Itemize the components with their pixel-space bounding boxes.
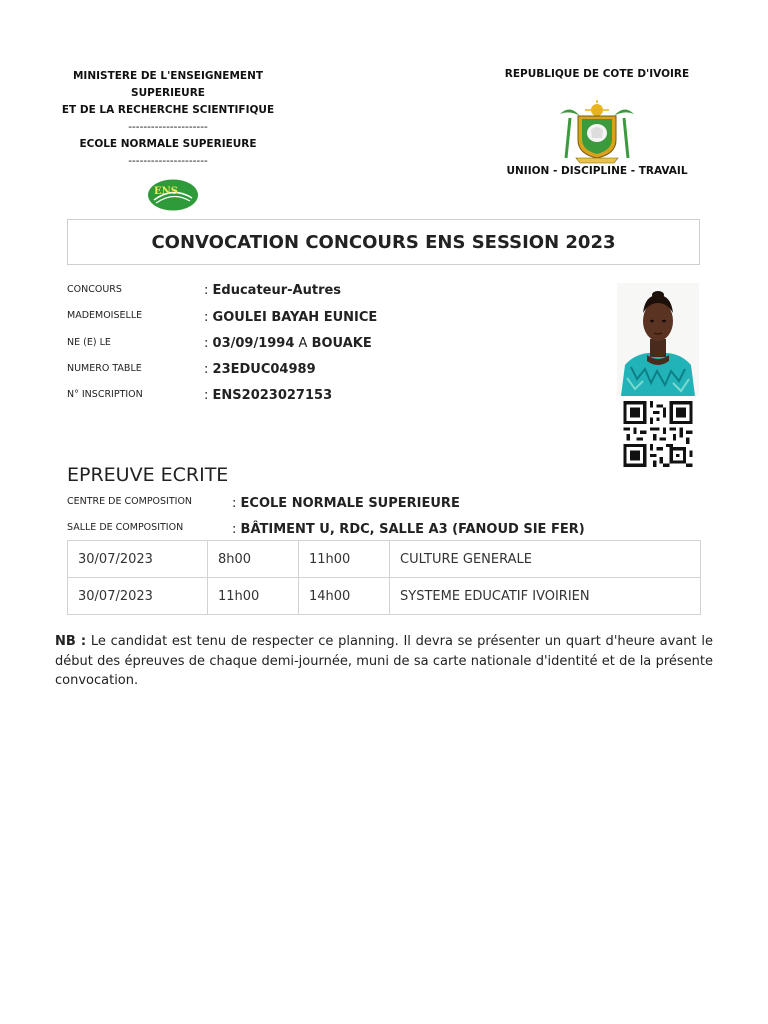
table-row: [68, 578, 701, 615]
exam-subject: CULTURE GENERALE: [390, 541, 701, 578]
section-title: EPREUVE ECRITE: [67, 464, 229, 486]
candidate-photo: [617, 283, 699, 396]
ministry-line3: ET DE LA RECHERCHE SCIENTIFIQUE: [61, 104, 275, 116]
birth-date: 03/09/1994: [212, 336, 295, 351]
salle-label: SALLE DE COMPOSITION: [67, 522, 184, 533]
coat-of-arms-icon: [558, 100, 636, 164]
ministry-header: [50, 68, 286, 170]
colon: :: [204, 310, 209, 325]
colon: :: [204, 283, 209, 298]
name-label: MADEMOISELLE: [67, 310, 143, 321]
birth-place: BOUAKE: [311, 336, 372, 351]
name-value-text: GOULEI BAYAH EUNICE: [212, 310, 378, 325]
national-motto: UNIION - DISCIPLINE - TRAVAIL: [506, 165, 688, 177]
exam-date: 30/07/2023: [68, 541, 208, 578]
table-number-text: 23EDUC04989: [212, 362, 316, 377]
colon: :: [204, 388, 209, 403]
document-title: [67, 219, 700, 265]
country-name: REPUBLIQUE DE COTE D'IVOIRE: [504, 68, 690, 80]
name-value: [204, 310, 377, 325]
centre-label: CENTRE DE COMPOSITION: [67, 496, 193, 507]
inscription-label: N° INSCRIPTION: [67, 389, 143, 400]
table-number-label: NUMERO TABLE: [67, 363, 142, 374]
inscription-text: ENS2023027153: [212, 388, 333, 403]
inscription-value: [204, 388, 332, 403]
centre-value: [232, 496, 460, 511]
document-title-text: CONVOCATION CONCOURS ENS SESSION 2023: [151, 231, 616, 253]
birth-at: A: [298, 336, 308, 351]
colon: :: [232, 522, 237, 537]
exam-end: 14h00: [299, 578, 390, 615]
school-name: ECOLE NORMALE SUPERIEURE: [79, 138, 257, 150]
note-paragraph: [55, 632, 713, 691]
colon: :: [232, 496, 237, 511]
salle-value: [232, 522, 585, 537]
qr-code-icon: [623, 401, 693, 467]
table-number-value: [204, 362, 316, 377]
ens-logo: [146, 178, 200, 212]
exam-subject: SYSTEME EDUCATIF IVOIRIEN: [390, 578, 701, 615]
concours-value-text: Educateur-Autres: [212, 283, 342, 298]
ministry-line2: SUPERIEURE: [131, 87, 205, 99]
concours-label: CONCOURS: [67, 284, 122, 295]
note-label: NB :: [55, 634, 87, 649]
centre-value-text: ECOLE NORMALE SUPERIEURE: [240, 496, 460, 511]
birth-label: NE (E) LE: [67, 337, 111, 348]
ministry-line1: MINISTERE DE L'ENSEIGNEMENT: [72, 70, 264, 82]
ens-logo-text: ENS: [154, 186, 178, 197]
ministry-separator: ---------------------: [128, 121, 208, 133]
colon: :: [204, 336, 209, 351]
table-row: [68, 541, 701, 578]
exam-start: 8h00: [208, 541, 299, 578]
exam-end: 11h00: [299, 541, 390, 578]
birth-value: [204, 336, 372, 351]
schedule-table: [67, 540, 701, 615]
exam-start: 11h00: [208, 578, 299, 615]
salle-value-text: BÂTIMENT U, RDC, SALLE A3 (FANOUD SIE FER): [240, 522, 585, 537]
concours-value: [204, 283, 341, 298]
school-separator: ---------------------: [128, 155, 208, 167]
exam-date: 30/07/2023: [68, 578, 208, 615]
note-text: Le candidat est tenu de respecter ce planning. Il devra se présenter un quart d'heure avant le début des épreuves de chaque demi-journée, muni de sa carte nationale d'identité et de la présente convocation.: [55, 634, 713, 688]
colon: :: [204, 362, 209, 377]
